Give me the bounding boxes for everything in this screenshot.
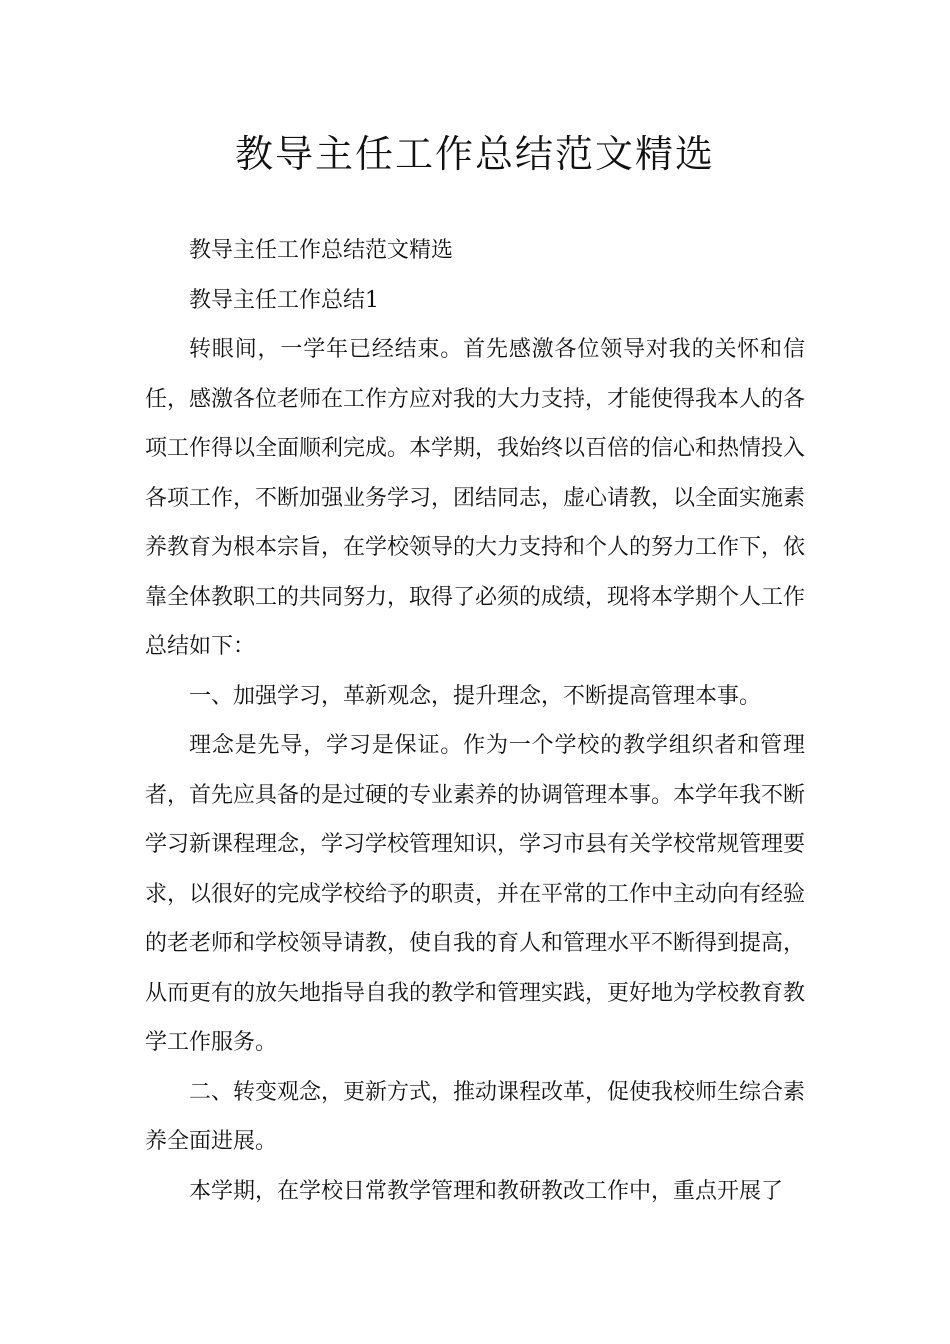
paragraph-point-two-heading: 二、转变观念，更新方式，推动课程改革，促使我校师生综合素养全面进展。 bbox=[145, 1079, 806, 1154]
paragraph-point-one-body: 理念是先导，学习是保证。作为一个学校的教学组织者和管理者，首先应具备的是过硬的专业素养的协调管理本事。本学年我不断学习新课程理念，学习学校管理知识，学习市县有关学校常规管理要求，以很好的完成学校给予的职责，并在平常的工作中主动向有经验的老老师和学校领导请教，使自我的育人和管理水平不断得到提高，从而更有的放矢地指导自我的教学和管理实践，更好地为学校教育教学工作服务。 bbox=[145, 733, 806, 1055]
document-body bbox=[145, 226, 805, 1216]
paragraph-intro: 转眼间，一学年已经结束。首先感激各位领导对我的关怀和信任，感激各位老师在工作方应对我的大力支持，才能使得我本人的各项工作得以全面顺利完成。本学期，我始终以百倍的信心和热情投入各项工作，不断加强业务学习，团结同志，虚心请教，以全面实施素养教育为根本宗旨，在学校领导的大力支持和个人的努力工作下，依靠全体教职工的共同努力，取得了必须的成绩，现将本学期个人工作总结如下： bbox=[145, 337, 806, 659]
paragraph-subtitle: 教导主任工作总结范文精选 bbox=[189, 238, 454, 263]
paragraph-point-two-body: 本学期，在学校日常教学管理和教研教改工作中，重点开展了 bbox=[189, 1178, 784, 1204]
paragraph-section-heading: 教导主任工作总结1 bbox=[189, 287, 379, 313]
paragraph-point-one-heading: 一、加强学习，革新观念，提升理念，不断提高管理本事。 bbox=[189, 683, 762, 709]
document-title: 教导主任工作总结范文精选 bbox=[234, 132, 715, 176]
